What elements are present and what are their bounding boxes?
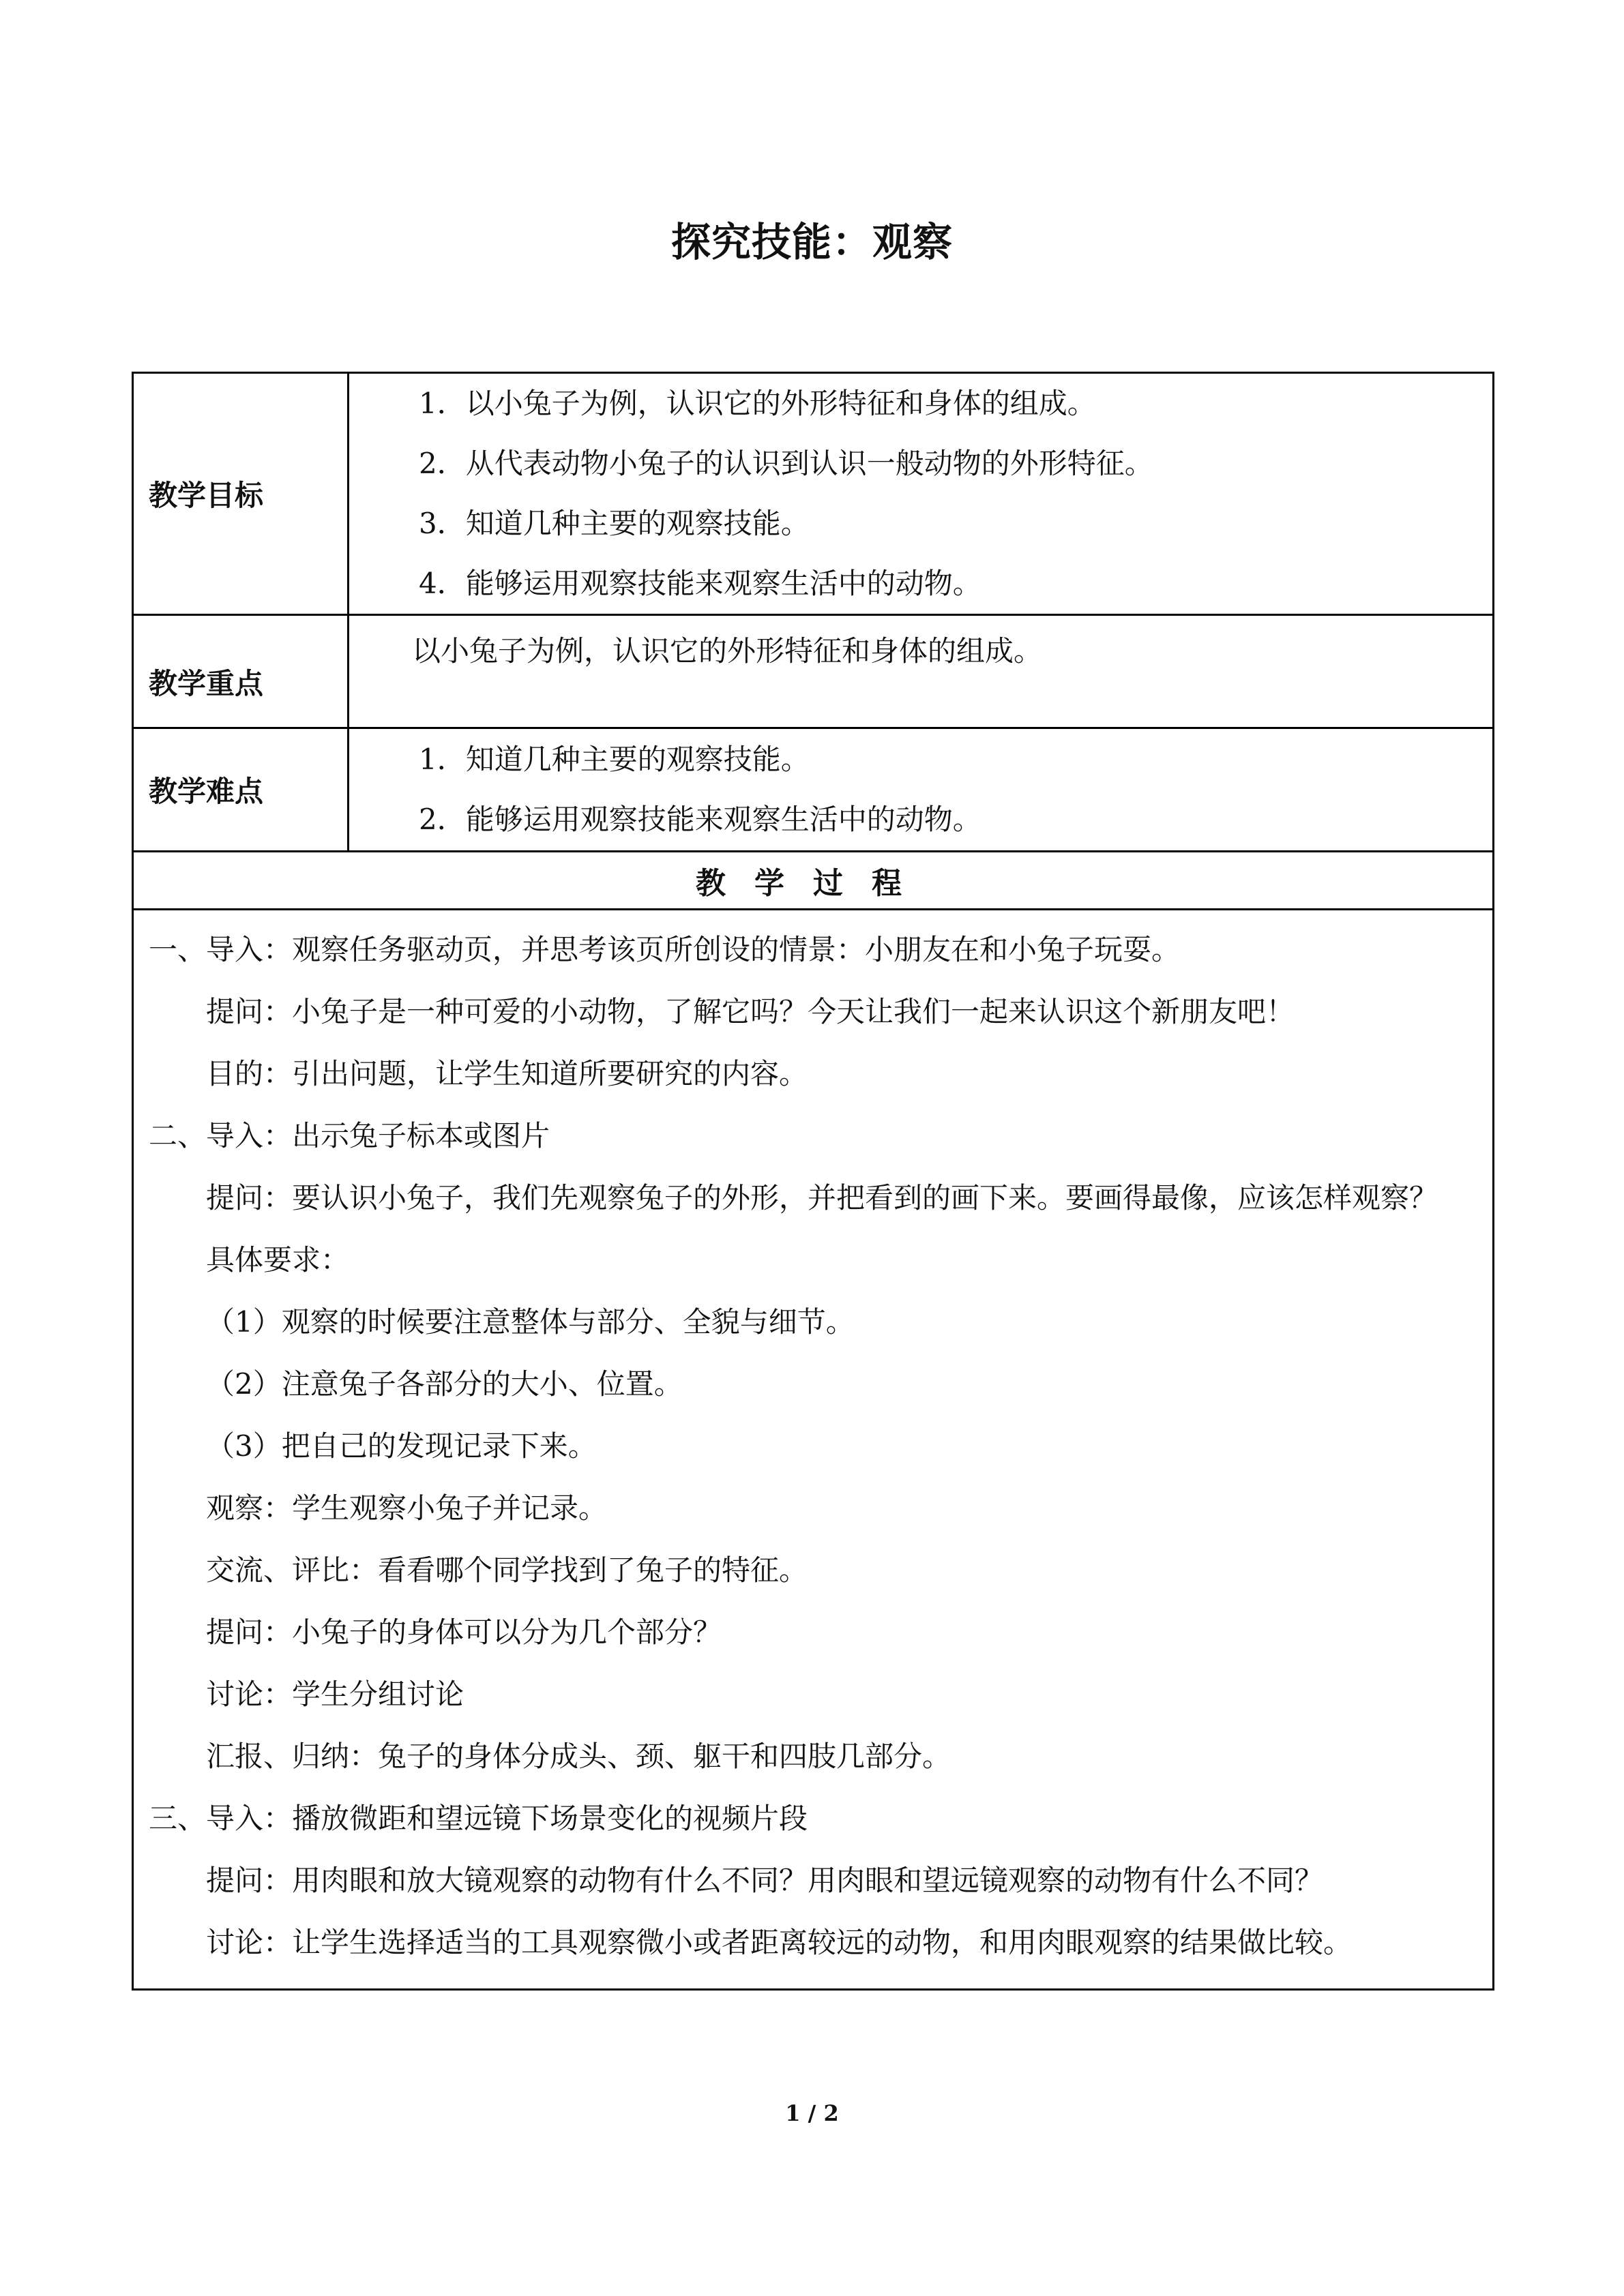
key-points-row bbox=[133, 615, 1494, 728]
process-body bbox=[133, 910, 1494, 1990]
process-heading: 教学过程 bbox=[133, 852, 1494, 910]
difficulty-item: 2．能够运用观察技能来观察生活中的动物。 bbox=[419, 803, 981, 836]
process-line: 交流、评比：看看哪个同学找到了兔子的特征。 bbox=[206, 1553, 808, 1587]
difficulties-list bbox=[349, 728, 1494, 852]
process-line: 具体要求： bbox=[206, 1243, 350, 1277]
page-number: 1 / 2 bbox=[785, 2100, 839, 2126]
difficulties-row bbox=[133, 728, 1494, 852]
difficulty-item: 1．知道几种主要的观察技能。 bbox=[419, 743, 810, 776]
process-body-row bbox=[133, 910, 1494, 1990]
objective-item: 2．从代表动物小兔子的认识到认识一般动物的外形特征。 bbox=[419, 447, 1153, 480]
key-points-text: 以小兔子为例，认识它的外形特征和身体的组成。 bbox=[349, 615, 1494, 728]
process-line: （1）观察的时候要注意整体与部分、全貌与细节。 bbox=[206, 1305, 855, 1339]
objective-item: 4．能够运用观察技能来观察生活中的动物。 bbox=[419, 567, 981, 600]
key-points-label: 教学重点 bbox=[133, 615, 349, 728]
process-line: 提问：用肉眼和放大镜观察的动物有什么不同？用肉眼和望远镜观察的动物有什么不同？ bbox=[206, 1864, 1324, 1897]
process-line: 提问：小兔子的身体可以分为几个部分？ bbox=[206, 1615, 722, 1649]
page-title: 探究技能：观察 bbox=[670, 219, 953, 265]
process-line: 一、导入：观察任务驱动页，并思考该页所创设的情景：小朋友在和小兔子玩耍。 bbox=[149, 933, 1181, 966]
process-line: （3）把自己的发现记录下来。 bbox=[206, 1429, 597, 1463]
process-line: 讨论：学生分组讨论 bbox=[206, 1678, 464, 1711]
process-heading-row bbox=[133, 852, 1494, 910]
objective-item: 3．知道几种主要的观察技能。 bbox=[419, 507, 810, 540]
process-line: 目的：引出问题，让学生知道所要研究的内容。 bbox=[206, 1057, 808, 1090]
process-line: 提问：要认识小兔子，我们先观察兔子的外形，并把看到的画下来。要画得最像，应该怎样观察？ bbox=[206, 1181, 1438, 1214]
process-line: 三、导入：播放微距和望远镜下场景变化的视频片段 bbox=[149, 1802, 808, 1835]
objectives-label: 教学目标 bbox=[133, 373, 349, 615]
process-line: 讨论：让学生选择适当的工具观察微小或者距离较远的动物，和用肉眼观察的结果做比较。 bbox=[206, 1926, 1353, 1959]
process-line: 提问：小兔子是一种可爱的小动物，了解它吗？今天让我们一起来认识这个新朋友吧！ bbox=[206, 995, 1295, 1028]
objectives-row bbox=[133, 373, 1494, 615]
process-line: （2）注意兔子各部分的大小、位置。 bbox=[206, 1367, 683, 1401]
process-line: 观察：学生观察小兔子并记录。 bbox=[206, 1491, 608, 1525]
objective-item: 1．以小兔子为例，认识它的外形特征和身体的组成。 bbox=[419, 387, 1096, 420]
difficulties-label: 教学难点 bbox=[133, 728, 349, 852]
process-line: 汇报、归纳：兔子的身体分成头、颈、躯干和四肢几部分。 bbox=[206, 1740, 951, 1773]
lesson-plan-table bbox=[132, 372, 1494, 1991]
objectives-list bbox=[349, 373, 1494, 615]
process-line: 二、导入：出示兔子标本或图片 bbox=[149, 1119, 550, 1152]
